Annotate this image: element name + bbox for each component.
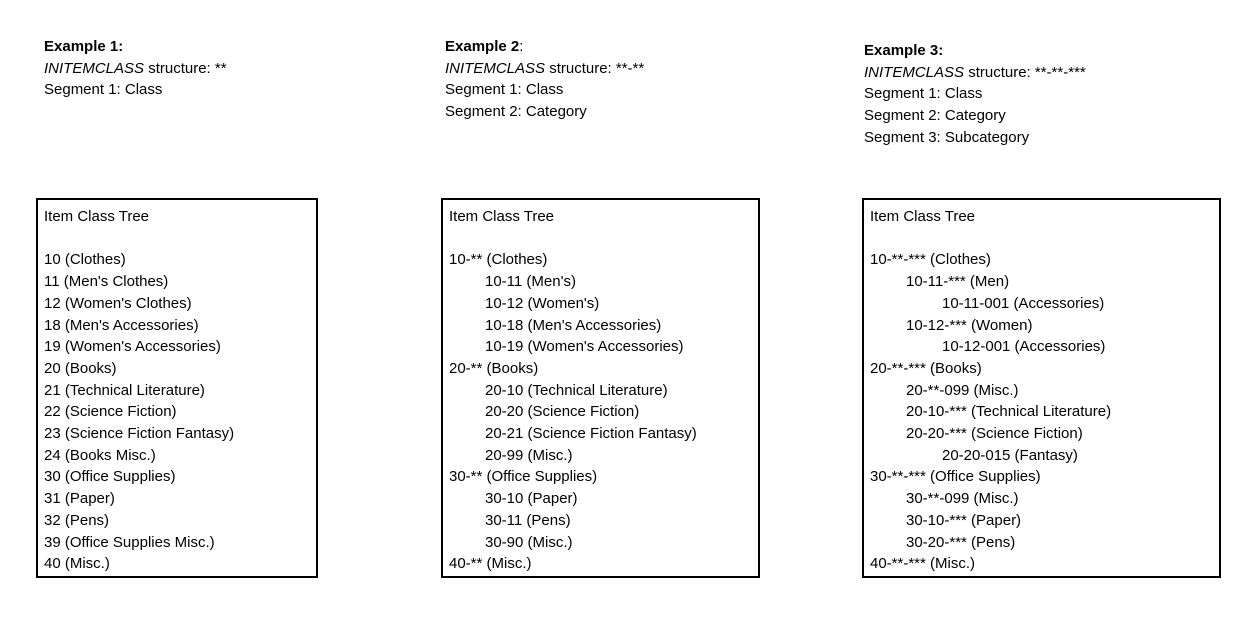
tree-item: 11 (Men's Clothes) [44,273,169,291]
tree-item: 19 (Women's Accessories) [44,338,221,356]
tree-item: 18 (Men's Accessories) [44,316,199,334]
example-title-bold: Example 1: [44,38,124,55]
tree-item: 20-**-*** (Books) [870,359,982,377]
tree-item: 31 (Paper) [44,490,115,508]
segment-line: Segment 1: Class [445,81,564,99]
item-class-tree-box [441,198,760,578]
tree-item: 20-21 (Science Fiction Fantasy) [485,425,697,443]
example-title-bold: Example 2 [445,38,520,55]
tree-item: 20 (Books) [44,359,117,377]
tree-item: 10-11-*** (Men) [906,273,1010,291]
tree-item: 40 (Misc.) [44,555,110,573]
tree-item: 40-** (Misc.) [449,555,532,573]
example-1-header [44,36,227,101]
tree-item: 20-10 (Technical Literature) [485,381,668,399]
tree-item: 10-11 (Men's) [485,273,576,291]
example-title-plain: : [519,38,524,55]
initemclass-code: INITEMCLASS [445,59,546,77]
item-class-tree-box [36,198,318,578]
item-class-tree-box [862,198,1221,578]
example-3-header [864,40,1086,149]
initemclass-code: INITEMCLASS [864,63,965,81]
tree-box-title: Item Class Tree [44,208,150,225]
segment-line: Segment 2: Category [864,107,1006,125]
tree-item: 20-** (Books) [449,359,539,377]
tree-item: 20-20 (Science Fiction) [485,403,640,421]
tree-item: 30-11 (Pens) [485,511,571,529]
example-2-column [441,0,760,617]
tree-item: 20-20-015 (Fantasy) [942,446,1078,464]
tree-item: 30 (Office Supplies) [44,468,176,486]
tree-item: 30-** (Office Supplies) [449,468,598,486]
tree-item: 30-**-099 (Misc.) [906,490,1019,508]
tree-item: 40-**-*** (Misc.) [870,555,976,573]
example-3-column [862,0,1221,617]
tree-item: 10-** (Clothes) [449,251,548,269]
example-title [44,36,227,58]
example-title-bold: Example 3: [864,42,944,59]
tree-items [449,249,758,575]
tree-item: 10-11-001 (Accessories) [942,294,1105,312]
tree-item: 30-**-*** (Office Supplies) [870,468,1041,486]
tree-item: 10-19 (Women's Accessories) [485,338,684,356]
structure-suffix: structure: **-**-*** [964,63,1086,81]
tree-item: 20-**-099 (Misc.) [906,381,1019,399]
segment-line: Segment 2: Category [445,103,587,121]
example-title [445,36,644,58]
tree-item: 12 (Women's Clothes) [44,294,192,312]
tree-item: 20-20-*** (Science Fiction) [906,425,1083,443]
initemclass-code: INITEMCLASS [44,59,145,77]
tree-item: 20-10-*** (Technical Literature) [906,403,1112,421]
tree-item: 32 (Pens) [44,511,110,529]
example-title [864,40,1086,62]
tree-item: 30-10-*** (Paper) [906,511,1022,529]
structure-line [864,62,1086,84]
tree-box-title: Item Class Tree [449,208,555,225]
example-2-header [445,36,644,123]
tree-item: 39 (Office Supplies Misc.) [44,533,215,551]
tree-item: 10-12-001 (Accessories) [942,338,1106,356]
tree-item: 30-20-*** (Pens) [906,533,1016,551]
segment-line: Segment 1: Class [864,85,983,103]
tree-items [870,249,1219,575]
segment-lines [864,83,1086,148]
tree-item: 24 (Books Misc.) [44,446,156,464]
tree-item: 10-12-*** (Women) [906,316,1033,334]
tree-box-title: Item Class Tree [870,208,976,225]
tree-item: 10 (Clothes) [44,251,126,269]
structure-line [44,58,227,80]
structure-line [445,58,644,80]
tree-item: 22 (Science Fiction) [44,403,177,421]
structure-suffix: structure: **-** [545,59,645,77]
segment-lines [445,79,644,122]
tree-item: 21 (Technical Literature) [44,381,205,399]
tree-item: 10-18 (Men's Accessories) [485,316,662,334]
tree-item: 30-10 (Paper) [485,490,578,508]
segment-lines [44,79,227,101]
tree-item: 10-**-*** (Clothes) [870,251,991,269]
structure-suffix: structure: ** [144,59,227,77]
tree-item: 20-99 (Misc.) [485,446,573,464]
tree-item: 30-90 (Misc.) [485,533,573,551]
example-1-column [36,0,318,617]
tree-item: 10-12 (Women's) [485,294,600,312]
segment-line: Segment 1: Class [44,81,163,99]
tree-item: 23 (Science Fiction Fantasy) [44,425,235,443]
segment-line: Segment 3: Subcategory [864,128,1030,146]
tree-items [44,249,316,575]
